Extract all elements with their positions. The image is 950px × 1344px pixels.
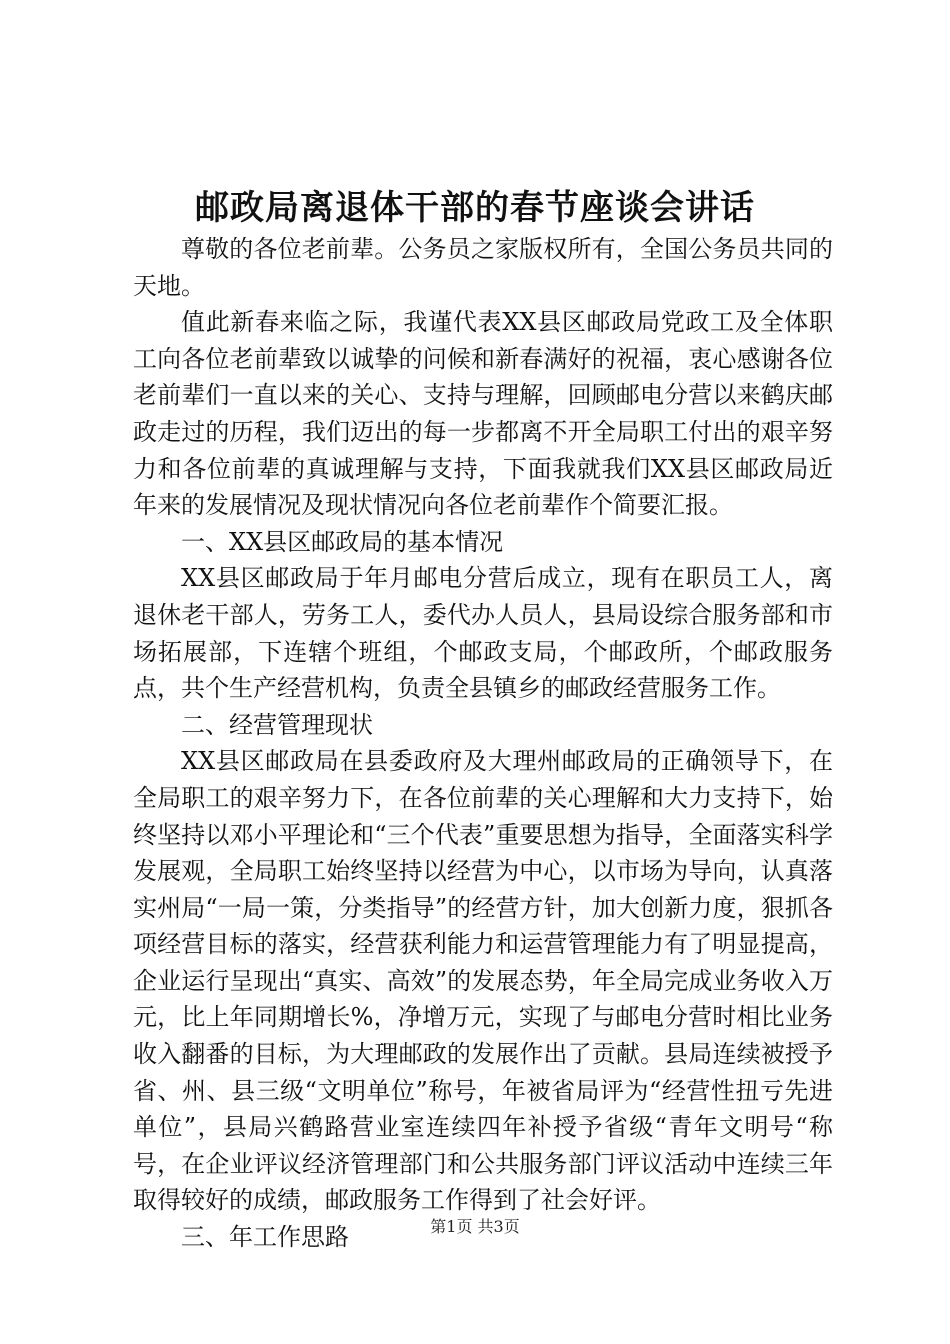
document-body bbox=[133, 231, 833, 1256]
paragraph-introduction: 值此新春来临之际，我谨代表XX县区邮政局党政工及全体职工向各位老前辈致以诚挚的问候和新春满好的祝福，衷心感谢各位老前辈们一直以来的关心、支持与理解，回顾邮电分营以来鹤庆邮政走过的历程，我们迈出的每一步都离不开全局职工付出的艰辛努力和各位前辈的真诚理解与支持，下面我就我们XX县区邮政局近年来的发展情况及现状情况向各位老前辈作个简要汇报。 bbox=[133, 308, 833, 520]
section-heading-basic-situation: 一、XX县区邮政局的基本情况 bbox=[181, 527, 504, 556]
paragraph-operations: XX县区邮政局在县委政府及大理州邮政局的正确领导下，在全局职工的艰辛努力下，在各位前辈的关心理解和大力支持下，始终坚持以邓小平理论和“三个代表”重要思想为指导，全面落实科学发展观，全局职工始终坚持以经营为中心，以市场为导向，认真落实州局“一局一策，分类指导”的经营方针，加大创新力度，狠抓各项经营目标的落实，经营获利能力和运营管理能力有了明显提高，企业运行呈现出“真实、高效”的发展态势，年全局完成业务收入万元，比上年同期增长%，净增万元，实现了与邮电分营时相比业务收入翻番的目标，为大理邮政的发展作出了贡献。县局连续被授予省、州、县三级“文明单位”称号，年被省局评为“经营性扭亏先进单位”，县局兴鹤路营业室连续四年补授予省级“青年文明号“称号，在企业评议经济管理部门和公共服务部门评议活动中连续三年取得较好的成绩，邮政服务工作得到了社会好评。 bbox=[133, 747, 833, 1215]
section-heading-work-plan: 三、年工作思路 bbox=[181, 1223, 349, 1252]
paragraph-greeting: 尊敬的各位老前辈。公务员之家版权所有，全国公务员共同的天地。 bbox=[133, 235, 833, 300]
document-title: 邮政局离退体干部的春节座谈会讲话 bbox=[195, 188, 755, 228]
paragraph-basic-situation: XX县区邮政局于年月邮电分营后成立，现有在职员工人，离退休老干部人，劳务工人，委代办人员人，县局设综合服务部和市场拓展部，下连辖个班组，个邮政支局，个邮政所，个邮政服务点，共个生产经营机构，负责全县镇乡的邮政经营服务工作。 bbox=[133, 564, 833, 703]
section-heading-operations: 二、经营管理现状 bbox=[181, 710, 373, 739]
page-number-footer: 第1页 共3页 bbox=[430, 1217, 520, 1236]
